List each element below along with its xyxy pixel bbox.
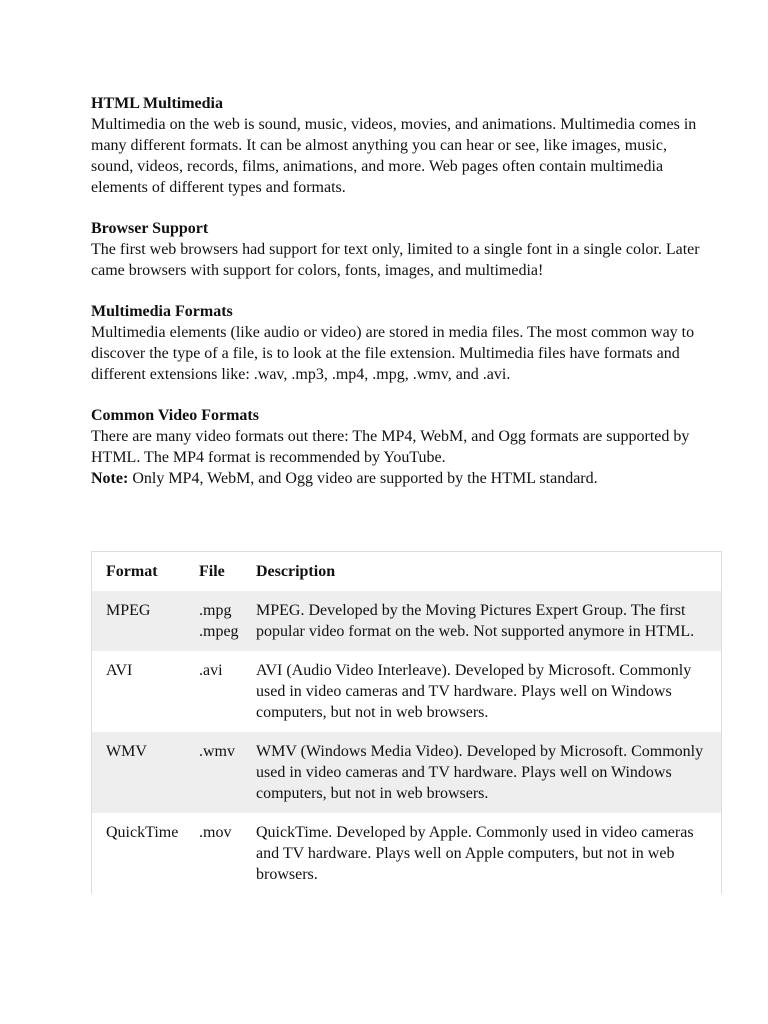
section-title: Browser Support: [91, 220, 209, 237]
cell-format: QuickTime: [106, 824, 179, 841]
video-formats-table: [91, 551, 722, 894]
file-extension: .mpg: [199, 602, 232, 619]
cell-description: WMV (Windows Media Video). Developed by Microsoft. Commonly used in video cameras and TV hardware. Plays well on Windows computers, but not in web browsers.: [250, 732, 722, 813]
cell-description: AVI (Audio Video Interleave). Developed by Microsoft. Commonly used in video cameras and TV hardware. Plays well on Windows computers, but not in web browsers.: [256, 662, 692, 721]
cell-file: [193, 732, 250, 813]
cell-file: [193, 651, 250, 732]
section-browser-support: [91, 218, 711, 281]
section-title: HTML Multimedia: [91, 95, 223, 112]
section-common-video-formats: [91, 405, 711, 489]
table-row: [92, 651, 722, 732]
section-text: The first web browsers had support for text only, limited to a single font in a single color. Later came browsers with support for colors, fonts, images, and multimedia!: [91, 241, 700, 279]
cell-description: QuickTime. Developed by Apple. Commonly used in video cameras and TV hardware. Plays well on Apple computers, but not in web browsers.: [256, 824, 694, 883]
cell-file: [193, 591, 250, 651]
section-title: Multimedia Formats: [91, 303, 233, 320]
cell-format: WMV: [92, 732, 194, 813]
note-paragraph: [91, 468, 711, 489]
section-multimedia-formats: [91, 301, 711, 385]
file-extension: .avi: [199, 662, 223, 679]
cell-file: [193, 813, 250, 894]
section-html-multimedia: [91, 93, 711, 198]
header-description: Description: [256, 563, 336, 580]
table-row: [92, 591, 722, 651]
file-extension: .mpeg: [199, 623, 239, 640]
header-file: File: [199, 563, 225, 580]
note-text: Only MP4, WebM, and Ogg video are supported by the HTML standard.: [128, 470, 598, 487]
section-text: There are many video formats out there: The MP4, WebM, and Ogg formats are supported by HTML. The MP4 format is recommended by YouTube.: [91, 428, 690, 466]
section-text: Multimedia elements (like audio or video) are stored in media files. The most common way to discover the type of a file, is to look at the file extension. Multimedia files have formats and different extensions like: .wav, .mp3, .mp4, .mpg, .wmv, and .avi.: [91, 324, 695, 383]
cell-format: MPEG: [92, 591, 194, 651]
header-format: Format: [106, 563, 158, 580]
document-page: [91, 93, 711, 509]
table-row: [92, 813, 722, 894]
table-row: [92, 732, 722, 813]
table-header-row: [92, 552, 722, 592]
section-title: Common Video Formats: [91, 407, 259, 424]
section-text: Multimedia on the web is sound, music, videos, movies, and animations. Multimedia comes in many different formats. It can be almost anything you can hear or see, like images, music, sound, videos, records, films, animations, and more. Web pages often contain multimedia elements of different types and formats.: [91, 116, 697, 196]
file-extension: .wmv: [199, 743, 235, 760]
note-label: Note:: [91, 470, 129, 487]
file-extension: .mov: [199, 824, 232, 841]
cell-description: MPEG. Developed by the Moving Pictures Expert Group. The first popular video format on the web. Not supported anymore in HTML.: [250, 591, 722, 651]
cell-format: AVI: [106, 662, 133, 679]
